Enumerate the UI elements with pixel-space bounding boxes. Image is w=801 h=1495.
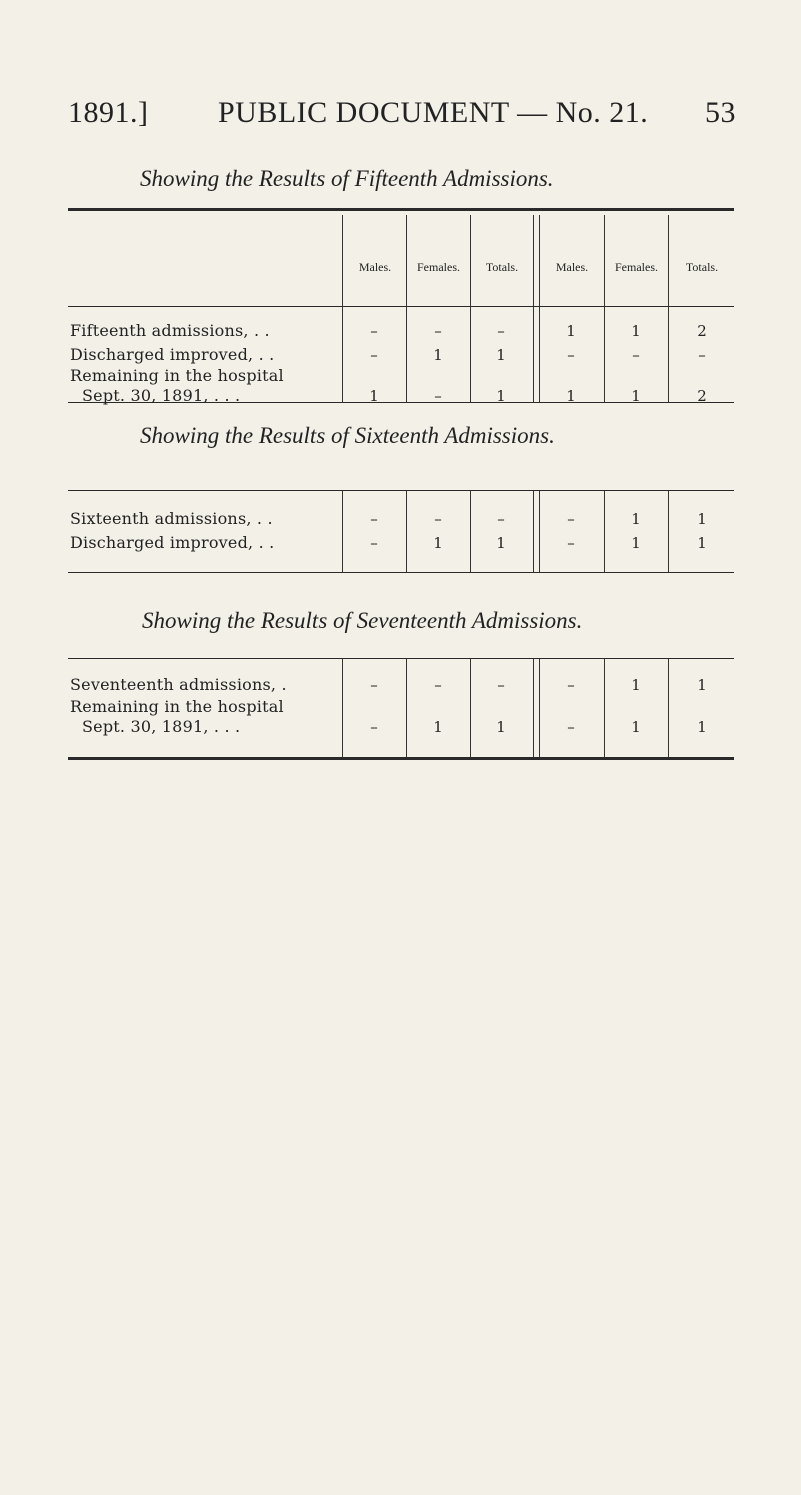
page-number: 53 (705, 96, 736, 129)
table-cell: 1 (566, 387, 576, 405)
table-cell: – (434, 387, 442, 405)
table-cell: – (370, 676, 378, 694)
table-cell: – (567, 718, 575, 736)
row-label: Seventeenth admissions, . (70, 675, 287, 694)
group-divider (533, 659, 540, 757)
col-header-totals: Totals. (485, 260, 519, 274)
row-label: Discharged improved, . . (70, 533, 275, 552)
table-cell: – (434, 510, 442, 528)
table-cell: 1 (566, 322, 576, 340)
table-cell: – (567, 346, 575, 364)
table-cell: – (497, 676, 505, 694)
col-divider (470, 659, 471, 757)
header-title: PUBLIC DOCUMENT — No. 21. (218, 96, 649, 129)
table-cell: 1 (496, 718, 506, 736)
table-cell: 1 (369, 387, 379, 405)
col-divider (342, 491, 343, 572)
table-cell: – (497, 322, 505, 340)
table-cell: – (370, 346, 378, 364)
table-cell: 1 (631, 534, 641, 552)
col-divider (668, 215, 669, 402)
table-cell: 1 (496, 534, 506, 552)
row-label: Remaining in the hospital (70, 697, 284, 716)
table-cell: – (370, 718, 378, 736)
table-cell: – (434, 676, 442, 694)
table1-header-rule (68, 306, 734, 307)
col-header-males: Males. (358, 260, 392, 274)
table-cell: – (632, 346, 640, 364)
col-divider (406, 491, 407, 572)
section-caption-seventeenth: Showing the Results of Seventeenth Admissions. (142, 608, 583, 633)
table1-top-rule (68, 208, 734, 211)
table-cell: 1 (697, 676, 707, 694)
group-divider (533, 491, 540, 572)
col-header-females: Females. (615, 260, 658, 274)
col-divider (406, 659, 407, 757)
table-cell: – (567, 534, 575, 552)
group-divider (533, 215, 540, 402)
col-header-males: Males. (555, 260, 589, 274)
table-cell: 1 (697, 510, 707, 528)
table-cell: 1 (631, 718, 641, 736)
col-divider (604, 215, 605, 402)
row-label-continued: Sept. 30, 1891, . . . (82, 386, 241, 405)
table-cell: – (567, 676, 575, 694)
table-cell: 1 (631, 387, 641, 405)
table-cell: – (370, 322, 378, 340)
table-cell: 1 (496, 346, 506, 364)
col-divider (470, 215, 471, 402)
table-cell: 2 (697, 322, 707, 340)
row-label: Sixteenth admissions, . . (70, 509, 273, 528)
table2-bottom-rule (68, 572, 734, 573)
table-cell: 1 (631, 676, 641, 694)
col-header-totals: Totals. (685, 260, 719, 274)
table-cell: – (497, 510, 505, 528)
header-year: 1891.] (68, 96, 149, 129)
table-cell: – (434, 322, 442, 340)
col-divider (668, 491, 669, 572)
table-cell: – (370, 534, 378, 552)
running-header (68, 96, 736, 136)
col-divider (342, 659, 343, 757)
table-cell: 1 (433, 534, 443, 552)
table-cell: 2 (697, 387, 707, 405)
table-cell: 1 (697, 718, 707, 736)
col-divider (604, 659, 605, 757)
table-cell: 1 (433, 718, 443, 736)
table-cell: 1 (697, 534, 707, 552)
table-cell: 1 (433, 346, 443, 364)
table3-top-rule (68, 658, 734, 659)
row-label: Remaining in the hospital (70, 366, 284, 385)
section-caption-sixteenth: Showing the Results of Sixteenth Admissions. (140, 423, 555, 448)
col-header-females: Females. (417, 260, 460, 274)
row-label: Discharged improved, . . (70, 345, 275, 364)
table-cell: 1 (631, 322, 641, 340)
row-label: Fifteenth admissions, . . (70, 321, 270, 340)
table-cell: – (567, 510, 575, 528)
table-cell: 1 (631, 510, 641, 528)
row-label-continued: Sept. 30, 1891, . . . (82, 717, 241, 736)
section-caption-fifteenth: Showing the Results of Fifteenth Admissions. (140, 166, 554, 191)
col-divider (668, 659, 669, 757)
table-cell: – (698, 346, 706, 364)
col-divider (342, 215, 343, 402)
table-cell: 1 (496, 387, 506, 405)
table2-top-rule (68, 490, 734, 491)
table-cell: – (370, 510, 378, 528)
table3-bottom-rule (68, 757, 734, 760)
col-divider (604, 491, 605, 572)
col-divider (406, 215, 407, 402)
col-divider (470, 491, 471, 572)
